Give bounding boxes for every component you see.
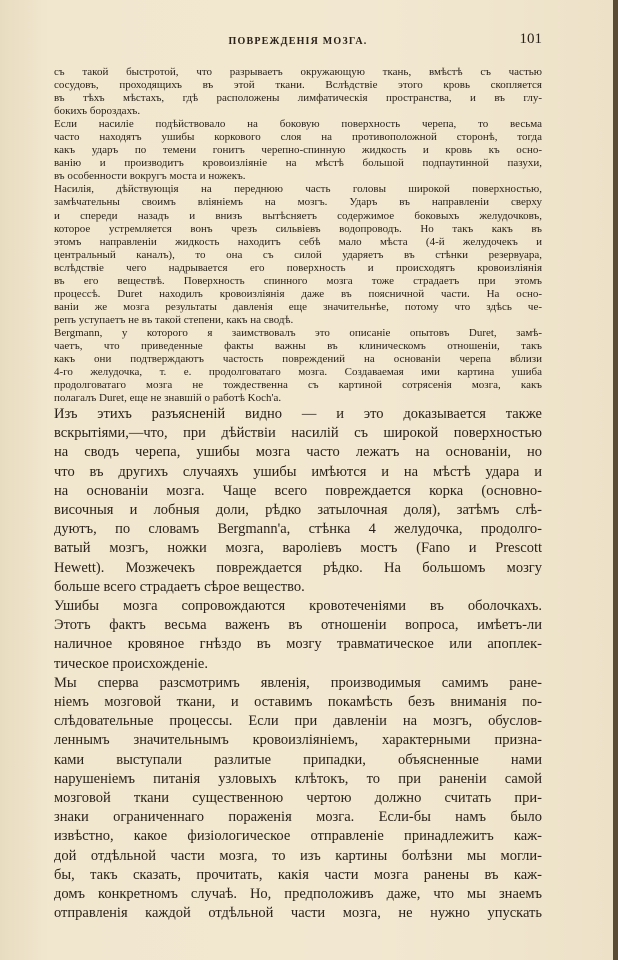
text-line: замѣчательны своимъ вліяніемъ на мозгъ. Ударъ въ направленіи сверху [54, 196, 542, 209]
text-line: ватый мозгъ, ножки мозга, вароліевъ мостъ (Fano и Prescott [54, 540, 542, 557]
text-line: Мы сперва разсмотримъ явленія, производимыя самимъ ране- [54, 674, 542, 691]
text-line: полагалъ Duret, еще не знавшій о работѣ Koch'а. [54, 392, 282, 405]
text-line: Если насиліе подѣйствовало на боковую поверхность черепа, то весьма [54, 118, 542, 131]
text-line: отправленія каждой отдѣльной части мозга, не нужно упускать [54, 905, 542, 922]
text-line: которое устремляется вонъ чрезъ сильвіевъ водопроводъ. Но такъ какъ въ [54, 222, 542, 235]
text-line: и спереди назадъ и внизъ вытѣсняетъ содержимое боковыхъ желудочковъ, [54, 209, 542, 222]
text-line: больше всего страдаетъ сѣрое вещество. [54, 578, 305, 595]
small-print-block [54, 66, 542, 405]
text-line: въ его веществѣ. Поверхность спинного мозга тоже страдаетъ при этомъ [54, 274, 542, 287]
text-line: тическое происхожденіе. [54, 655, 208, 672]
text-line: репъ уступаетъ не въ такой степени, какъ на сводѣ. [54, 313, 294, 326]
text-line: бы, такъ сказать, прочитать, какія части мозга ранены въ каж- [54, 866, 542, 883]
page-number: 101 [519, 31, 542, 47]
text-line: знаки ограниченнаго пораженія мозга. Если-бы намъ было [54, 809, 542, 826]
text-line: въ особенности вокругъ моста и ножекъ. [54, 170, 246, 183]
text-line: извѣстно, какое физіологическое отправленіе принадлежитъ каж- [54, 828, 542, 845]
text-line: процессѣ. Duret находилъ кровоизліянія даже въ поясничной части. На осно- [54, 287, 542, 300]
text-line: нарушеніемъ питанія узловыхъ клѣтокъ, то при раненіи самой [54, 770, 542, 787]
text-line: вслѣдствіе чего надрывается его поверхность и происходятъ кровоизліянія [54, 261, 542, 274]
text-line: часто находятъ ушибы коркового слоя на противоположной сторонѣ, тогда [54, 131, 542, 144]
text-line: дой отдѣльной части мозга, то изъ картины болѣзни мы могли- [54, 847, 542, 864]
text-line: ніемъ мозговой ткани, и оставимъ покамѣсть безъ вниманія по- [54, 694, 542, 711]
text-line: что въ другихъ случаяхъ ушибы имѣются и на мѣстѣ удара и [54, 463, 542, 480]
text-line: центральный каналъ), то она съ силой ударяетъ въ стѣнки резервуара, [54, 248, 542, 261]
text-line: на сводъ черепа, ушибы мозга часто лежатъ на основаніи, но [54, 444, 542, 461]
text-line: Изъ этихъ разъясненій видно — и это доказывается также [54, 406, 542, 422]
main-text-block [54, 405, 542, 923]
text-line: леннымъ значительнымъ кровоизліяніемъ, характерными призна- [54, 732, 542, 749]
text-line: на основаніи мозга. Чаще всего повреждается корка (основно- [54, 482, 542, 499]
text-line: дуютъ, по словамъ Bergmann'а, стѣнка 4 желудочка, продолго- [54, 521, 542, 538]
text-line: въ тѣхъ мѣстахъ, гдѣ расположены лимфатическія пространства, и въ глу- [54, 92, 542, 105]
text-line: височныя и лобныя доли, рѣдко затылочная доля), затѣмъ слѣ- [54, 502, 542, 519]
text-line: чаетъ, что приведенные факты важны въ клиническомъ отношеніи, такъ [54, 339, 542, 352]
text-line: ванію и производитъ кровоизліяніе на мѣстѣ большой подпаутинной пазухи, [54, 157, 542, 170]
page-header [54, 31, 542, 52]
text-line: Bergmann, у которого я заимствовалъ это описаніе опытовъ Duret, замѣ- [54, 326, 542, 339]
text-line: продолговатаго мозга не тождественна съ картиной сотрясенія мозга, какъ [54, 379, 542, 392]
text-line: домъ конкретномъ случаѣ. Но, предположивъ даже, что мы знаемъ [54, 886, 542, 903]
text-line: сосудовъ, проходящихъ въ этой ткани. Вслѣдствіе этого кровь скопляется [54, 79, 542, 92]
text-line: съ такой быстротой, что разрываетъ окружающую ткань, вмѣстѣ съ частью [54, 66, 542, 78]
running-head: ПОВРЕЖДЕНІЯ МОЗГА. [228, 36, 368, 47]
text-line: 4-го желудочка, т. е. продолговатаго мозга. Создаваемая ими картина ушиба [54, 366, 542, 379]
text-line: этомъ направленіи жидкость находитъ себѣ мало мѣста (4-й желудочекъ и [54, 235, 542, 248]
text-line: ваніи же мозга результаты давленія еще значительнѣе, потому что здѣсь че- [54, 300, 542, 313]
text-line: Ушибы мозга сопровождаются кровотеченіями въ оболочкахъ. [54, 598, 542, 615]
text-line: вскрытіями,—что, при дѣйствіи насилій съ широкой поверхностью [54, 425, 542, 442]
text-line: наличное кровяное гнѣздо въ мозгу травматическое или апоплек- [54, 636, 542, 653]
text-line: ками выступали разлитые припадки, объясненные нами [54, 751, 542, 768]
text-line: какъ они подтверждаютъ частость повреждений на основаніи черепа вблизи [54, 353, 542, 366]
text-line: Насилія, дѣйствующія на переднюю часть головы широкой поверхностью, [54, 183, 542, 196]
text-line: какъ ударъ по темени гонитъ черепно-спинную жидкость и кровь къ осно- [54, 144, 542, 157]
text-line: Hewett). Мозжечекъ повреждается рѣдко. На большомъ мозгу [54, 559, 542, 576]
text-line: бокихъ бороздахъ. [54, 105, 141, 118]
text-line: Этотъ фактъ весьма важенъ въ отношеніи вопроса, имѣетъ-ли [54, 617, 542, 634]
page-edge-shadow [613, 0, 618, 960]
text-line: слѣдовательные процессы. Если при давленіи на мозгъ, обуслов- [54, 713, 542, 730]
text-line: мозговой ткани существенною чертою должно считать при- [54, 790, 542, 807]
